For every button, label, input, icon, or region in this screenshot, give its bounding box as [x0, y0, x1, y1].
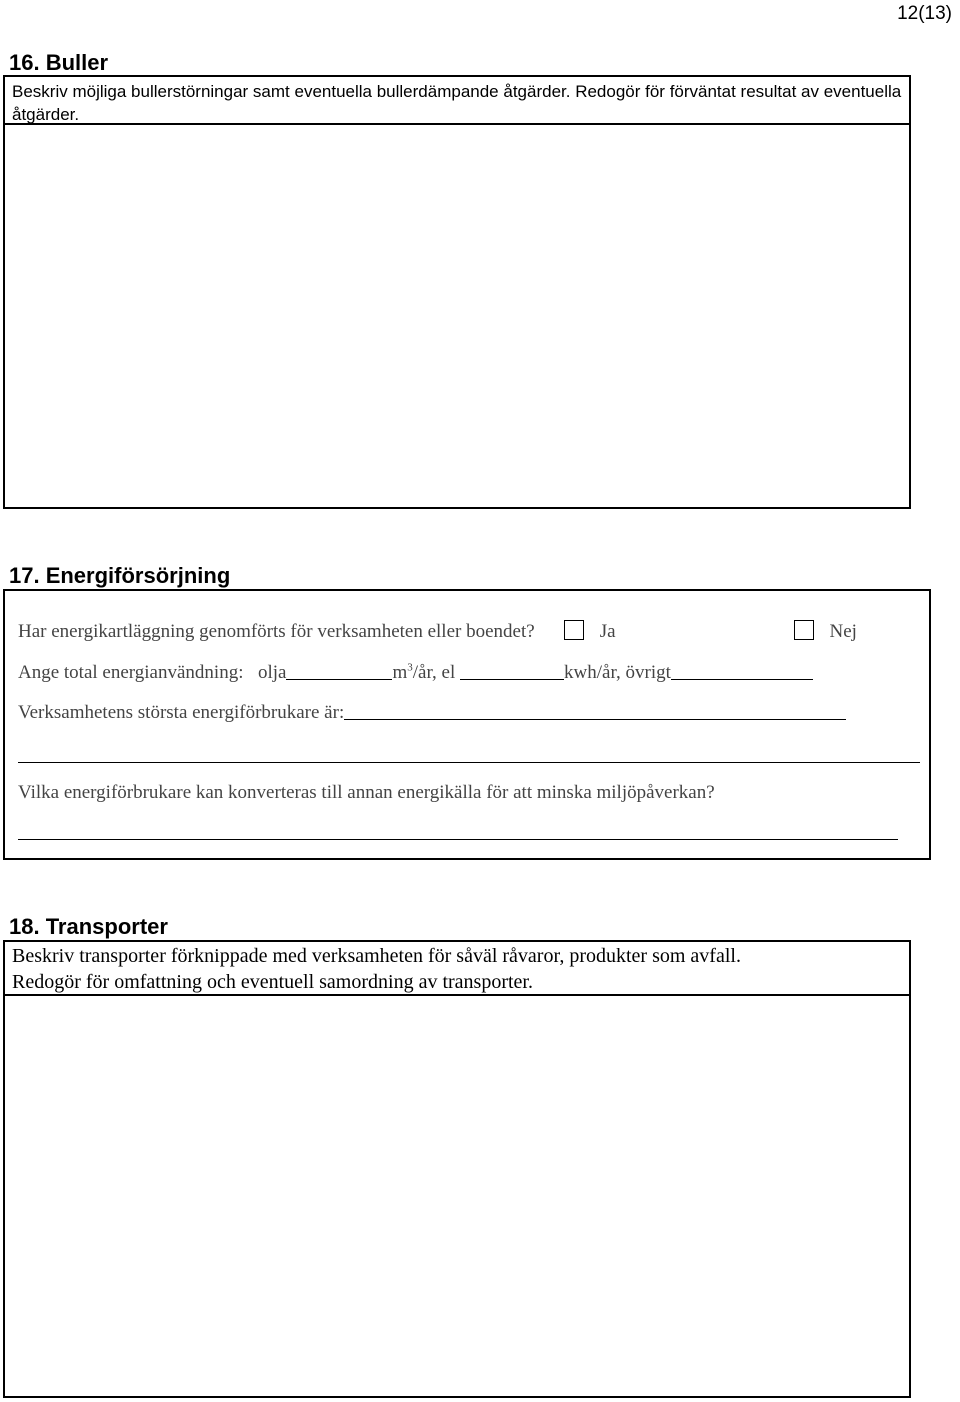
convert-answer-line[interactable]	[18, 839, 898, 840]
section-16-answer-field[interactable]	[3, 123, 911, 509]
energy-usage-label: Ange total energianvändning:	[18, 662, 244, 683]
largest-consumer-label: Verksamhetens största energiförbrukare är:	[18, 702, 345, 723]
yes-label: Ja	[599, 621, 616, 642]
oil-unit-suffix: /år, el	[412, 662, 456, 683]
section-17-title: 17. Energiförsörjning	[9, 563, 231, 588]
section-18-title: 18. Transporter	[9, 914, 168, 939]
oil-unit-prefix: m	[392, 662, 408, 683]
no-label: Nej	[829, 621, 857, 642]
oil-label: olja	[257, 662, 287, 683]
section-17-form	[3, 589, 931, 860]
energy-survey-row	[18, 620, 616, 643]
section-16-title: 16. Buller	[9, 50, 109, 75]
energy-usage-row	[18, 661, 813, 684]
yes-checkbox[interactable]	[564, 620, 584, 640]
no-option	[794, 620, 857, 643]
section-18-description	[3, 940, 911, 996]
no-checkbox[interactable]	[794, 620, 814, 640]
largest-consumer-input[interactable]	[344, 701, 846, 720]
energy-survey-question: Har energikartläggning genomförts för verksamheten eller boendet?	[18, 621, 535, 642]
oil-input[interactable]	[286, 661, 392, 680]
largest-consumer-row	[18, 701, 846, 724]
section-18-description-line1: Beskriv transporter förknippade med verksamheten för såväl råvaror, produkter som avfall.	[12, 945, 741, 967]
other-energy-input[interactable]	[671, 661, 813, 680]
convert-question: Vilka energiförbrukare kan konverteras till annan energikälla för att minska miljöpåverkan?	[18, 782, 715, 803]
section-18-answer-field[interactable]	[3, 994, 911, 1398]
convert-question-row	[18, 782, 715, 804]
largest-consumer-input-line2[interactable]	[18, 762, 920, 763]
oil-unit-exponent: 3	[407, 661, 413, 674]
page-number: 12(13)	[897, 3, 952, 24]
electricity-unit: kwh/år, övrigt	[564, 662, 671, 683]
section-16-description: Beskriv möjliga bullerstörningar samt eventuella bullerdämpande åtgärder. Redogör för förväntat resultat av eventuella åtgärder.	[3, 75, 911, 125]
section-18-description-line2: Redogör för omfattning och eventuell samordning av transporter.	[12, 971, 533, 993]
electricity-input[interactable]	[460, 661, 564, 680]
